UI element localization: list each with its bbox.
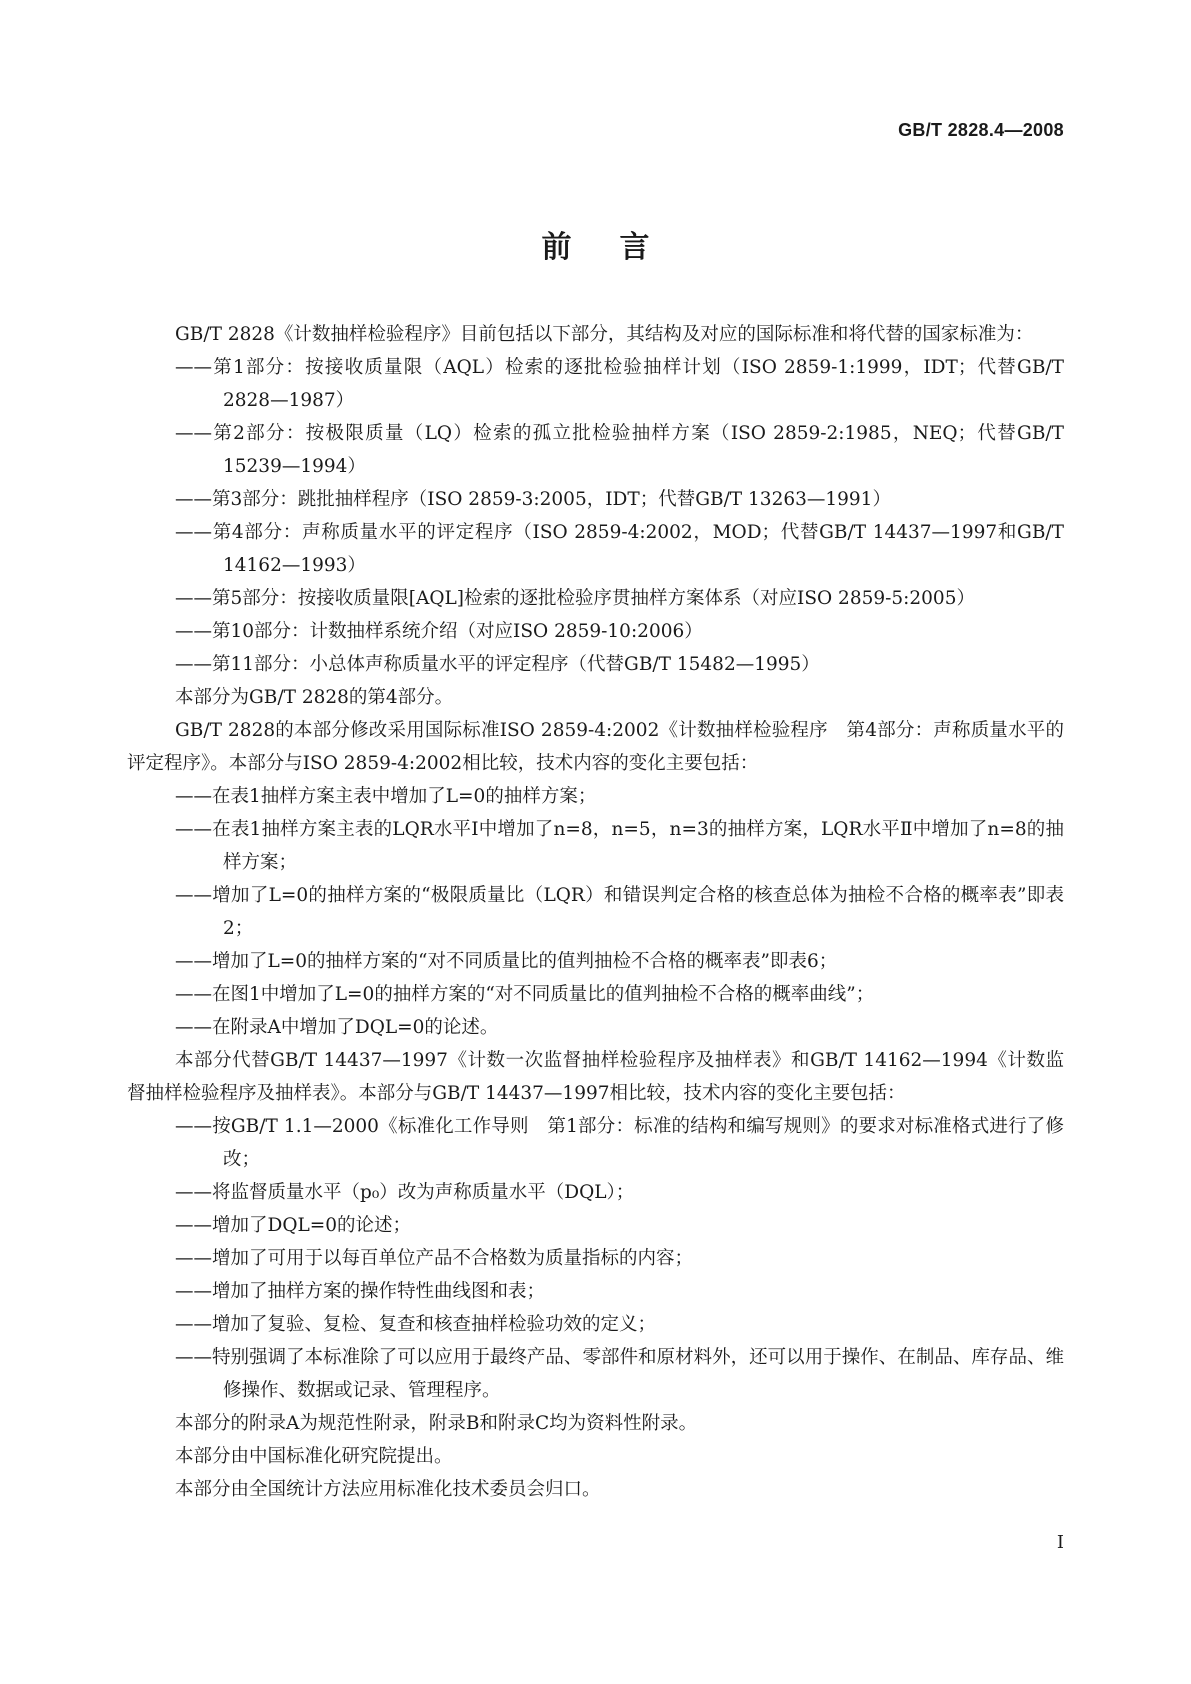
intro-paragraph: GB/T 2828《计数抽样检验程序》目前包括以下部分，其结构及对应的国际标准和将代替的国家标准为： [175,324,1034,345]
document-body [127,318,1064,1506]
list-item: ——第5部分：按接收质量限[AQL]检索的逐批检验序贯抽样方案体系（对应ISO 2859-5:2005） [175,588,975,609]
page-number: I [1056,1532,1064,1553]
list-item: ——第4部分：声称质量水平的评定程序（ISO 2859-4:2002，MOD；代替GB/T 14437—1997和GB/T 14162—1993） [175,522,1064,576]
page-title: 前言 [541,230,698,265]
standard-number: GB/T 2828.4—2008 [898,120,1064,140]
paragraph: 本部分的附录A为规范性附录，附录B和附录C均为资料性附录。 [175,1413,698,1434]
list-item: ——第2部分：按极限质量（LQ）检索的孤立批检验抽样方案（ISO 2859-2:1985，NEQ；代替GB/T 15239—1994） [175,423,1064,477]
list-item: ——第1部分：按接收质量限（AQL）检索的逐批检验抽样计划（ISO 2859-1:1999，IDT；代替GB/T 2828—1987） [175,357,1064,411]
list-item: ——增加了L=0的抽样方案的“极限质量比（LQR）和错误判定合格的核查总体为抽检不合格的概率表”即表2； [175,885,1064,939]
list-item: ——增加了抽样方案的操作特性曲线图和表； [175,1281,546,1302]
list-item: ——增加了可用于以每百单位产品不合格数为质量指标的内容； [175,1248,694,1269]
paragraph: 本部分由全国统计方法应用标准化技术委员会归口。 [175,1479,601,1500]
list-item: ——增加了L=0的抽样方案的“对不同质量比的值判抽检不合格的概率表”即表6； [175,951,838,972]
paragraph: 本部分由中国标准化研究院提出。 [175,1446,453,1467]
list-item: ——在图1中增加了L=0的抽样方案的“对不同质量比的值判抽检不合格的概率曲线”； [175,984,875,1005]
list-item: ——在表1抽样方案主表中增加了L=0的抽样方案； [175,786,597,807]
list-item: ——在表1抽样方案主表的LQR水平Ⅰ中增加了n=8，n=5，n=3的抽样方案，LQR水平Ⅱ中增加了n=8的抽样方案； [175,819,1064,873]
paragraph: 本部分代替GB/T 14437—1997《计数一次监督抽样检验程序及抽样表》和GB/T 14162—1994《计数监督抽样检验程序及抽样表》。本部分与GB/T 14437—1997相比较，技术内容的变化主要包括： [127,1050,1064,1104]
list-item: ——增加了DQL=0的论述； [175,1215,412,1236]
list-item: ——第3部分：跳批抽样程序（ISO 2859-3:2005，IDT；代替GB/T 13263—1991） [175,489,891,510]
list-item: ——将监督质量水平（p₀）改为声称质量水平（DQL）； [175,1182,635,1203]
list-item: ——在附录A中增加了DQL=0的论述。 [175,1017,499,1038]
list-item: ——特别强调了本标准除了可以应用于最终产品、零部件和原材料外，还可以用于操作、在制品、库存品、维修操作、数据或记录、管理程序。 [175,1347,1064,1401]
list-item: ——第11部分：小总体声称质量水平的评定程序（代替GB/T 15482—1995） [175,654,820,675]
paragraph: GB/T 2828的本部分修改采用国际标准ISO 2859-4:2002《计数抽样检验程序 第4部分：声称质量水平的评定程序》。本部分与ISO 2859-4:2002相比较，技术内容的变化主要包括： [127,720,1064,774]
paragraph: 本部分为GB/T 2828的第4部分。 [175,687,454,708]
list-item: ——第10部分：计数抽样系统介绍（对应ISO 2859-10:2006） [175,621,703,642]
list-item: ——按GB/T 1.1—2000《标准化工作导则 第1部分：标准的结构和编写规则》的要求对标准格式进行了修改； [175,1116,1064,1170]
list-item: ——增加了复验、复检、复查和核查抽样检验功效的定义； [175,1314,657,1335]
